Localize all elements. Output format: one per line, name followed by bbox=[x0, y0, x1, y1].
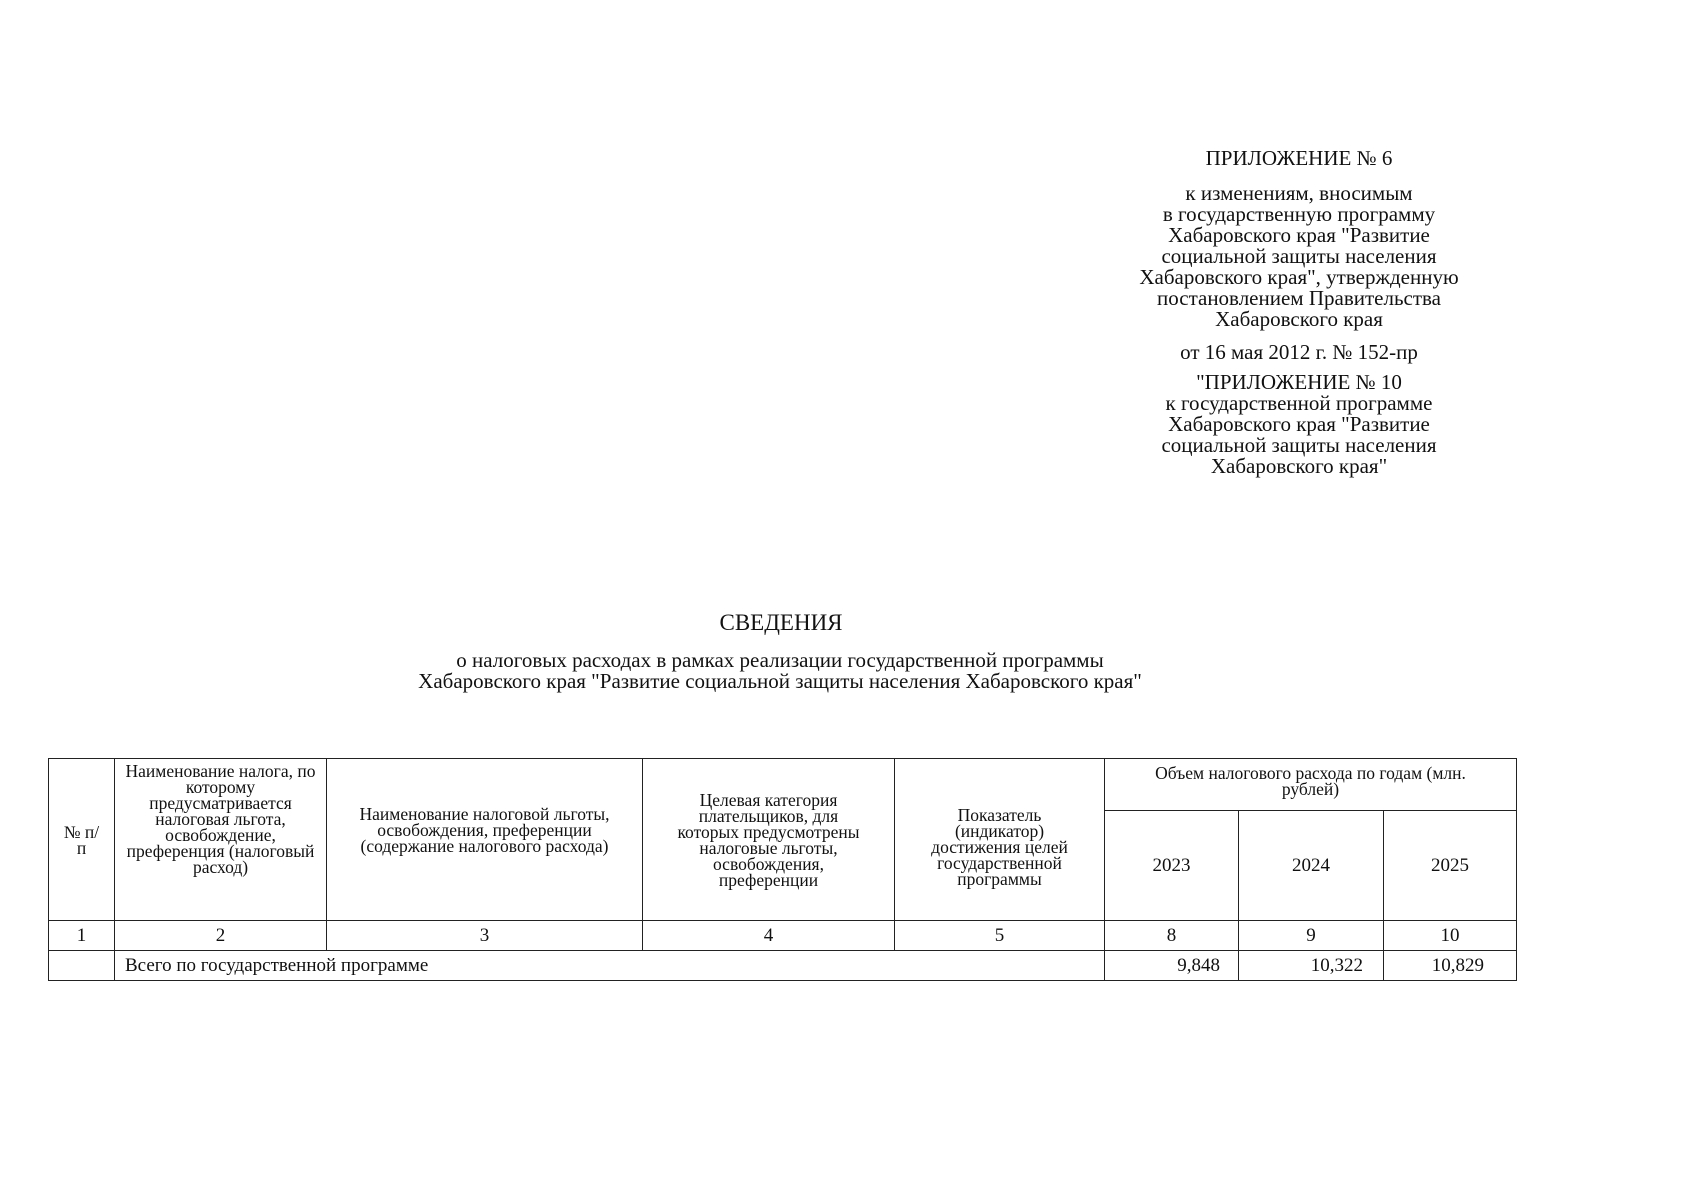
header-tax-name: Наименование налога, по которому предусматривается налоговая льгота, освобождение, преференция (налоговый расход) bbox=[115, 759, 327, 921]
inner-appendix-line: социальной защиты населения bbox=[1161, 433, 1437, 457]
column-number: 1 bbox=[49, 921, 115, 951]
inner-appendix-line: Хабаровского края" bbox=[1210, 454, 1388, 478]
appendix-line: в государственную программу bbox=[1162, 202, 1436, 226]
header-target-category: Целевая категория плательщиков, для которых предусмотрены налоговые льготы, освобождения, преференции bbox=[643, 759, 895, 921]
header-volume-group: Объем налогового расхода по годам (млн. рублей) bbox=[1105, 759, 1517, 811]
column-number: 3 bbox=[327, 921, 643, 951]
total-row-empty-cell bbox=[49, 951, 115, 981]
tax-expenditure-table bbox=[48, 758, 1517, 981]
appendix-line: Хабаровского края bbox=[1215, 307, 1383, 331]
inner-appendix-line: Хабаровского края "Развитие bbox=[1168, 412, 1430, 436]
header-year-2024: 2024 bbox=[1239, 811, 1384, 921]
total-value-2023: 9,848 bbox=[1105, 951, 1239, 981]
document-title: СВЕДЕНИЯ bbox=[719, 610, 843, 635]
appendix-line: к изменениям, вносимым bbox=[1185, 181, 1413, 205]
total-value-2025: 10,829 bbox=[1384, 951, 1517, 981]
total-row-label: Всего по государственной программе bbox=[115, 951, 1105, 981]
total-value-2024: 10,322 bbox=[1239, 951, 1384, 981]
subtitle-line: о налоговых расходах в рамках реализации государственной программы bbox=[456, 648, 1104, 672]
appendix-line: Хабаровского края", утвержденную bbox=[1139, 265, 1459, 289]
appendix-line: постановлением Правительства bbox=[1156, 286, 1441, 310]
appendix-date: от 16 мая 2012 г. № 152-пр bbox=[1180, 340, 1418, 364]
appendix-header bbox=[1058, 148, 1540, 477]
column-number: 10 bbox=[1384, 921, 1517, 951]
column-number: 4 bbox=[643, 921, 895, 951]
appendix-line: социальной защиты населения bbox=[1161, 244, 1437, 268]
inner-appendix-line: к государственной программе bbox=[1165, 391, 1433, 415]
column-number: 9 bbox=[1239, 921, 1384, 951]
header-number: № п/п bbox=[49, 759, 115, 921]
column-number: 8 bbox=[1105, 921, 1239, 951]
header-benefit-name: Наименование налоговой льготы, освобождения, преференции (содержание налогового расхода) bbox=[327, 759, 643, 921]
document-subtitle bbox=[260, 650, 1300, 692]
column-number: 5 bbox=[895, 921, 1105, 951]
header-year-2023: 2023 bbox=[1105, 811, 1239, 921]
appendix-title: ПРИЛОЖЕНИЕ № 6 bbox=[1205, 146, 1393, 170]
inner-appendix-title: "ПРИЛОЖЕНИЕ № 10 bbox=[1196, 370, 1402, 394]
column-number: 2 bbox=[115, 921, 327, 951]
subtitle-line: Хабаровского края "Развитие социальной защиты населения Хабаровского края" bbox=[418, 669, 1142, 693]
header-indicator: Показатель (индикатор) достижения целей государственной программы bbox=[895, 759, 1105, 921]
header-year-2025: 2025 bbox=[1384, 811, 1517, 921]
appendix-line: Хабаровского края "Развитие bbox=[1168, 223, 1430, 247]
